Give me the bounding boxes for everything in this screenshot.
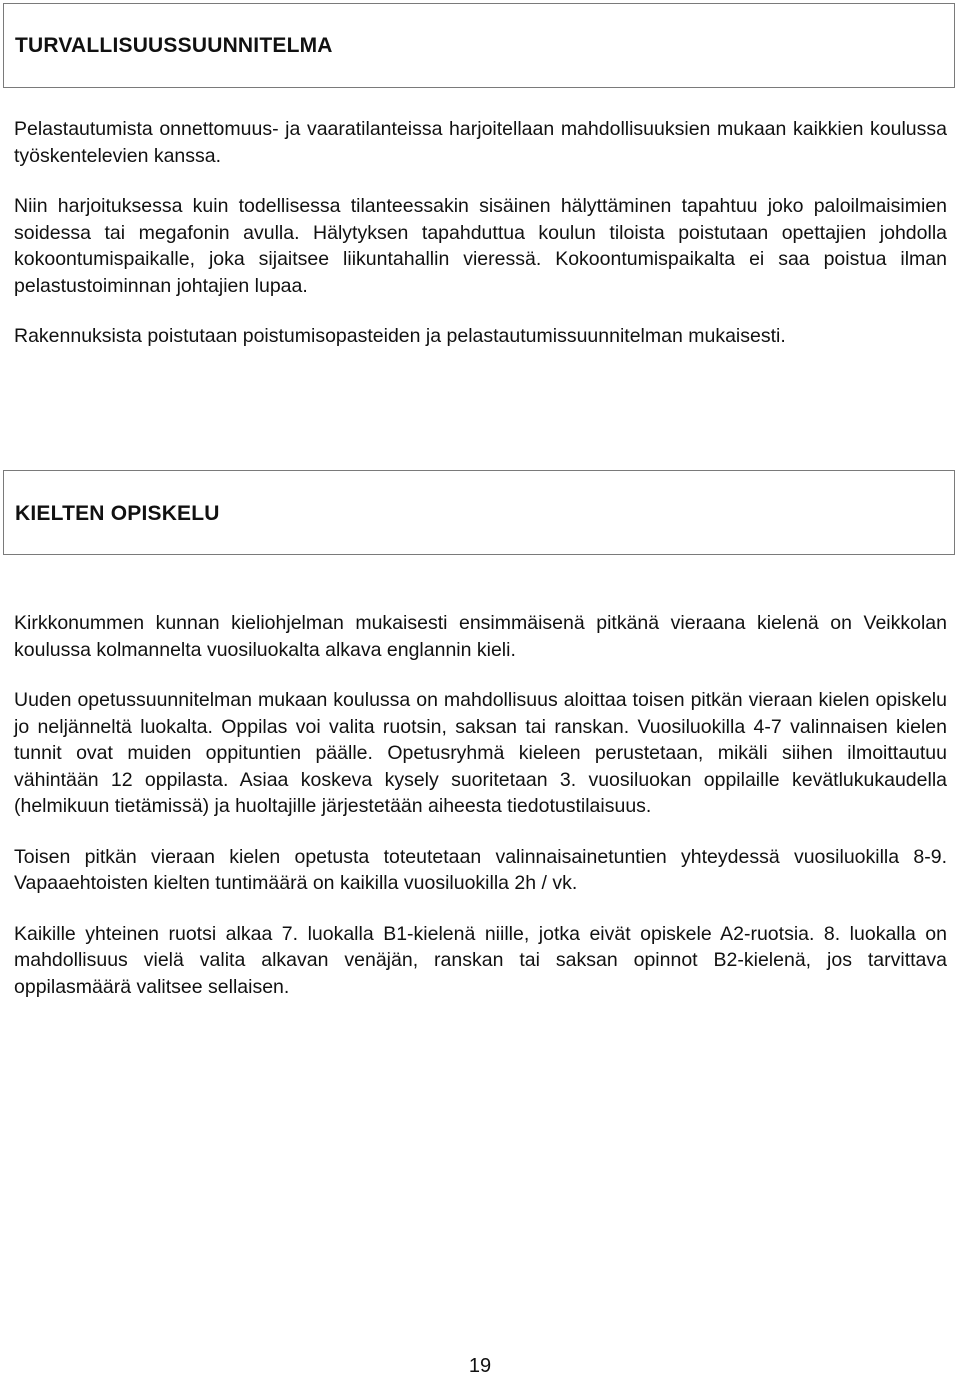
paragraph: Kaikille yhteinen ruotsi alkaa 7. luokalla B1-kielenä niille, jotka eivät opiskele A2-ruotsia. 8. luokalla on mahdollisuus vielä valita alkavan venäjän, ranskan tai saksan opinnot B2-kielenä, jos tarvittava oppilasmäärä valitsee sellaisen. [14, 922, 947, 998]
section-heading-safety: TURVALLISUUSSUUNNITELMA [15, 34, 333, 57]
paragraph: Toisen pitkän vieraan kielen opetusta toteutetaan valinnaisainetuntien yhteydessä vuosiluokilla 8-9. Vapaaehtoisten kielten tuntimäärä on kaikilla vuosiluokilla 2h / vk. [14, 845, 947, 894]
page-number: 19 [468, 1355, 492, 1377]
paragraph: Rakennuksista poistutaan poistumisopasteiden ja pelastautumissuunnitelman mukaisesti. [14, 325, 786, 347]
paragraph: Kirkkonummen kunnan kieliohjelman mukaisesti ensimmäisenä pitkänä vieraana kielenä on Veikkolan koulussa kolmannelta vuosiluokalta alkava englannin kieli. [14, 612, 947, 661]
section-heading-box-languages [3, 470, 955, 555]
section-body-safety [14, 116, 947, 374]
section-heading-languages: KIELTEN OPISKELU [15, 502, 220, 525]
section-heading-box-safety [3, 3, 955, 88]
paragraph: Niin harjoituksessa kuin todellisessa tilanteessakin sisäinen hälyttäminen tapahtuu joko paloilmaisimien soidessa tai megafonin avulla. Hälytyksen tapahduttua koulun tiloista poistutaan opettajien johdolla kokoontumispaikalle, joka sijaitsee liikuntahallin vieressä. Kokoontumispaikalta ei saa poistua ilman pelastustoiminnan johtajien lupaa. [14, 195, 947, 297]
paragraph: Uuden opetussuunnitelman mukaan koulussa on mahdollisuus aloittaa toisen pitkän vieraan kielen opiskelu jo neljänneltä luokalta. Oppilas voi valita ruotsin, saksan tai ranskan. Vuosiluokilla 4-7 valinnaisen kielen tunnit ovat muiden oppituntien päälle. Opetusryhmä kieleen perustetaan, mikäli siihen ilmoittautuu vähintään 12 oppilasta. Asiaa koskeva kysely suoritetaan 3. vuosiluokan oppilaille kevätlukukaudella (helmikuun tietämissä) ja huoltajille järjestetään aiheesta tiedotustilaisuus. [14, 689, 947, 817]
paragraph: Pelastautumista onnettomuus- ja vaaratilanteissa harjoitellaan mahdollisuuksien mukaan kaikkien koulussa työskentelevien kanssa. [14, 118, 947, 167]
section-body-languages [14, 610, 947, 1024]
